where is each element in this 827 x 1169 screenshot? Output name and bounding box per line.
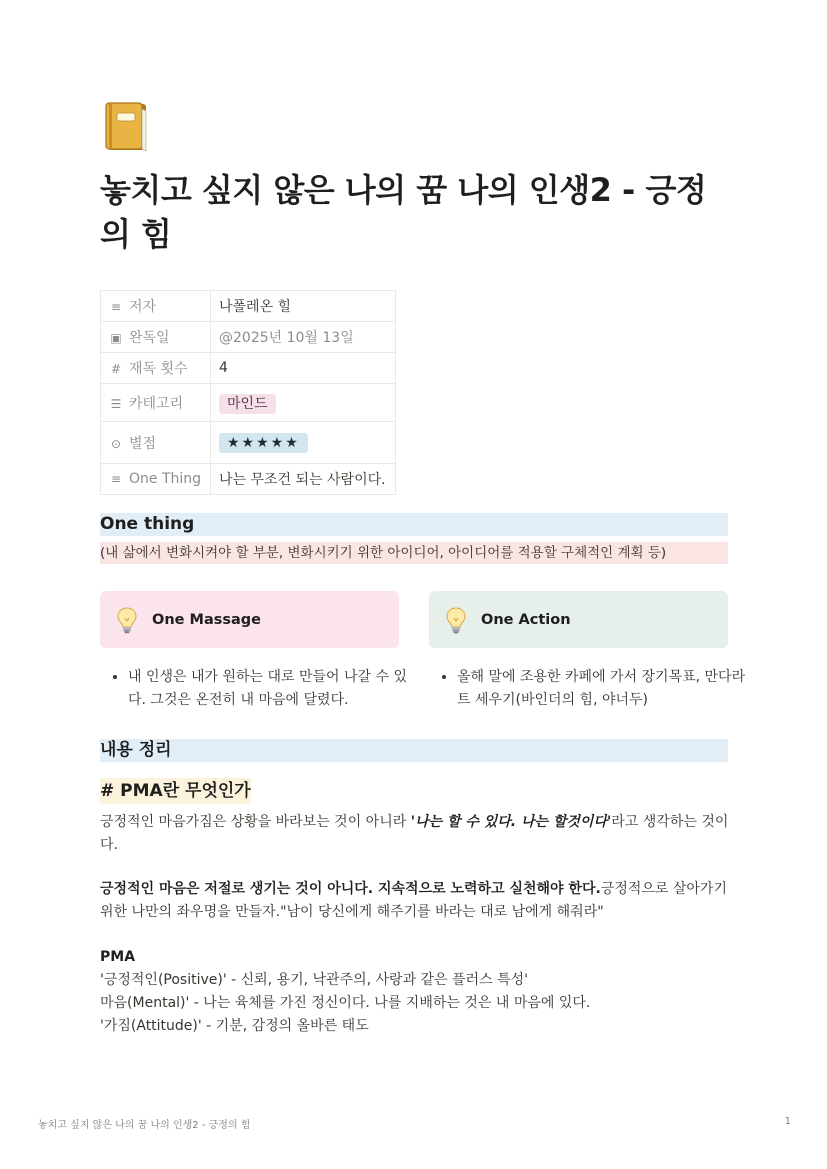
- rating-tag: ★★★★★: [219, 433, 308, 453]
- property-row-one-thing[interactable]: [101, 464, 396, 495]
- page-number: 1: [784, 1116, 791, 1127]
- callout-title: One Massage: [152, 611, 262, 628]
- one-thing-subtitle: (내 삶에서 변화시켜야 할 부분, 변화시키기 위한 아이디어, 아이디어를 적용할 구체적인 계획 등): [100, 542, 728, 564]
- text-lines-icon: ≡: [110, 300, 122, 314]
- pma-subheading: # PMA란 무엇인가: [100, 778, 251, 804]
- one-thing-heading: One thing: [100, 513, 728, 536]
- property-key: 저자: [129, 299, 157, 315]
- properties-table: [100, 290, 396, 495]
- property-row-reread-count[interactable]: [101, 353, 396, 384]
- category-tag: 마인드: [219, 394, 276, 414]
- list-icon: ☰: [110, 396, 122, 411]
- property-key: One Thing: [129, 471, 202, 487]
- callout-one-massage: [100, 591, 399, 648]
- paragraph-pma-breakdown: [100, 946, 730, 1038]
- footer-title: 놓치고 싶지 않은 나의 꿈 나의 인생2 - 긍정의 힘: [38, 1120, 251, 1131]
- lightbulb-icon: [116, 606, 138, 634]
- property-value: @2025년 10월 13일: [219, 330, 354, 346]
- notebook-icon: [104, 101, 148, 153]
- bold-text: 긍정적인 마음은 저절로 생기는 것이 아니다. 지속적으로 노력하고 실천해야 한다.: [100, 881, 601, 897]
- text-span: 긍정적으로 살아가기 위한 나만의 좌우명을 만들자."남이 당신에게 해주기를 바라는 대로 남에게 해줘라": [100, 881, 727, 920]
- one-action-list: [429, 666, 747, 712]
- property-key: 재독 횟수: [129, 361, 188, 377]
- one-massage-list: [100, 666, 418, 712]
- callout-title: One Action: [481, 611, 571, 628]
- pma-line: '긍정적인(Positive)' - 신뢰, 용기, 낙관주의, 사랑과 같은 플러스 특성': [100, 972, 528, 988]
- pma-label: PMA: [100, 949, 136, 965]
- lightbulb-icon: [445, 606, 467, 634]
- property-value: 나는 무조건 되는 사람이다.: [219, 472, 386, 488]
- property-row-author[interactable]: [101, 291, 396, 322]
- text-span: 긍정적인 마음가짐은 상황을 바라보는 것이 아니라: [100, 814, 411, 830]
- target-icon: ⊙: [110, 436, 122, 451]
- page-title: 놓치고 싶지 않은 나의 꿈 나의 인생2 - 긍정의 힘: [100, 171, 707, 253]
- paragraph-positive-mind: [100, 878, 730, 924]
- calendar-icon: ▣: [110, 331, 122, 345]
- callout-one-action: [429, 591, 728, 648]
- text-lines-icon: ≡: [110, 472, 122, 486]
- hash-icon: #: [110, 362, 122, 376]
- property-row-finished-date[interactable]: [101, 322, 396, 353]
- property-row-rating[interactable]: [101, 422, 396, 464]
- list-item: • 내 인생은 내가 원하는 대로 만들어 나갈 수 있다. 그것은 온전히 내 마음에 달렸다.: [128, 666, 418, 712]
- text-span: 라고 생각하는 것이다.: [100, 814, 729, 853]
- property-key: 완독일: [129, 330, 170, 346]
- summary-heading: 내용 정리: [100, 739, 728, 762]
- pma-line: 마음(Mental)' - 나는 육체를 가진 정신이다. 나를 지배하는 것은 내 마음에 있다.: [100, 995, 591, 1011]
- pma-line: '가짐(Attitude)' - 기분, 감정의 올바른 태도: [100, 1018, 369, 1034]
- list-item: • 올해 말에 조용한 카페에 가서 장기목표, 만다라트 세우기(바인더의 힘, 야너두): [457, 666, 747, 712]
- property-key: 카테고리: [129, 395, 184, 412]
- paragraph-pma-definition: [100, 811, 730, 857]
- property-value: 4: [219, 360, 228, 376]
- emphasis-text: '나는 할 수 있다. 나는 할것이다': [410, 814, 612, 830]
- property-row-category[interactable]: [101, 384, 396, 422]
- property-value: 나폴레온 힐: [219, 299, 292, 315]
- property-key: 별점: [129, 435, 157, 452]
